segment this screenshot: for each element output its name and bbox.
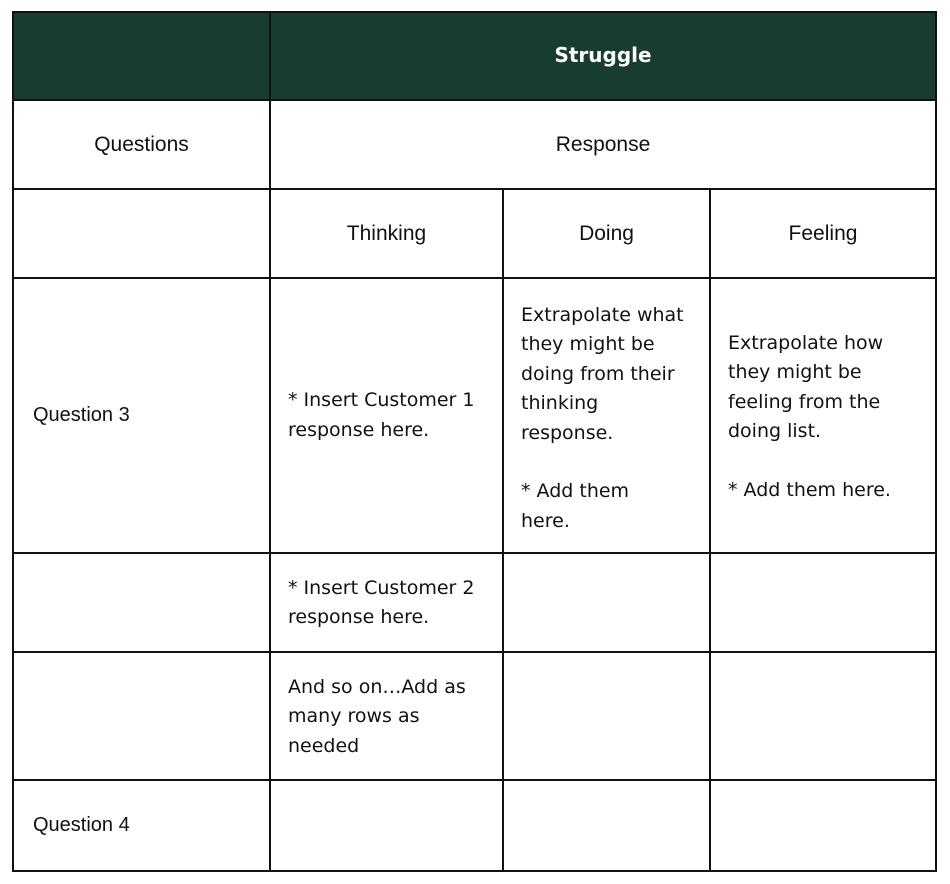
struggle-table	[12, 11, 937, 872]
more-thinking-cell	[271, 653, 504, 781]
feeling-header: Feeling	[788, 221, 858, 245]
q3-doing-text: Extrapolate what they might be doing from their thinking response. * Add them here.	[521, 304, 684, 532]
q3-feeling-text: Extrapolate how they might be feeling from the doing list. * Add them here.	[728, 332, 891, 502]
q3-thinking-cell	[271, 279, 504, 554]
q4-doing-cell	[504, 781, 711, 870]
doing-header-cell	[504, 190, 711, 279]
questions-header-cell	[14, 101, 271, 190]
feeling-header-cell	[711, 190, 935, 279]
c2-thinking-text: * Insert Customer 2 response here.	[288, 577, 475, 629]
q4-thinking-cell	[271, 781, 504, 870]
q3-feeling-cell	[711, 279, 935, 554]
response-header: Response	[555, 132, 651, 156]
questions-header: Questions	[94, 132, 189, 156]
question-3-cell	[14, 279, 271, 554]
struggle-title-cell	[271, 13, 935, 101]
subheader-empty-cell	[14, 190, 271, 279]
question-4-cell	[14, 781, 271, 870]
doing-header: Doing	[579, 221, 634, 245]
header-empty-cell	[14, 13, 271, 101]
more-doing-cell	[504, 653, 711, 781]
thinking-header: Thinking	[346, 221, 427, 245]
struggle-title: Struggle	[554, 43, 652, 68]
thinking-header-cell	[271, 190, 504, 279]
q4-feeling-cell	[711, 781, 935, 870]
question-3-label: Question 3	[33, 403, 130, 426]
response-header-cell	[271, 101, 935, 190]
c2-feeling-cell	[711, 554, 935, 653]
q3-doing-cell	[504, 279, 711, 554]
c2-doing-cell	[504, 554, 711, 653]
more-thinking-text: And so on…Add as many rows as needed	[288, 676, 466, 757]
q3-thinking-text: * Insert Customer 1 response here.	[288, 389, 475, 441]
more-rows-label-cell	[14, 653, 271, 781]
customer-2-label-cell	[14, 554, 271, 653]
more-feeling-cell	[711, 653, 935, 781]
question-4-label: Question 4	[33, 813, 130, 836]
c2-thinking-cell	[271, 554, 504, 653]
